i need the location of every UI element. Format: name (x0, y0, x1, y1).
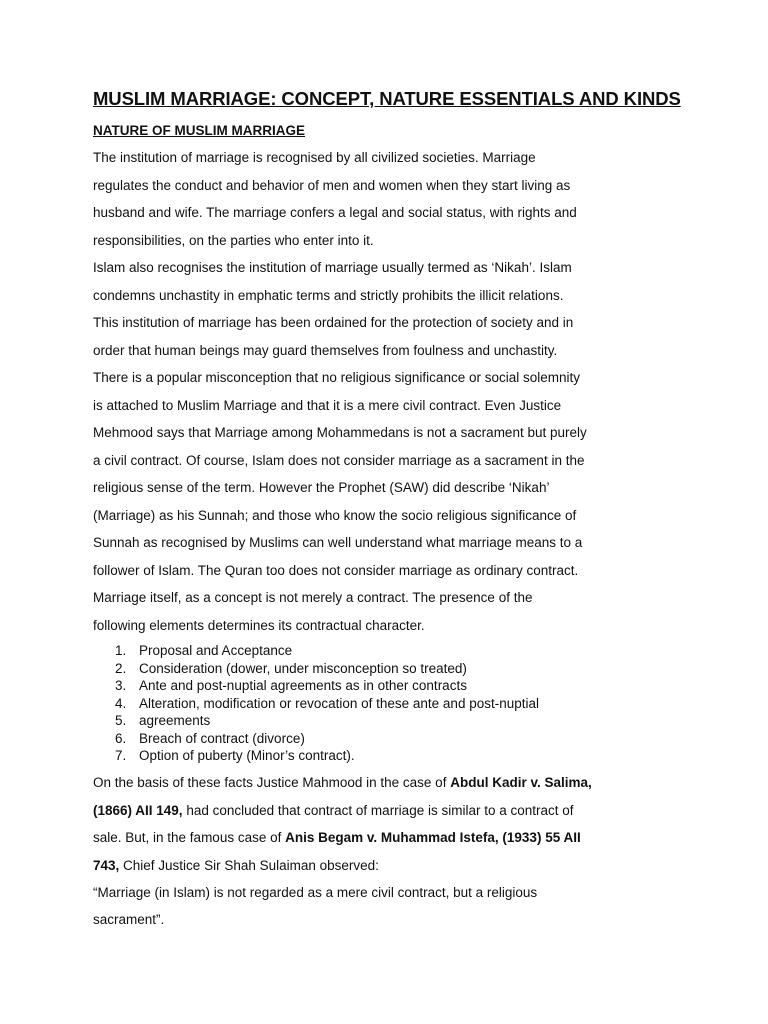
list-item-text: Option of puberty (Minor’s contract). (139, 748, 355, 763)
list-item-text: agreements (139, 713, 211, 728)
paragraph-line: regulates the conduct and behavior of men and women when they start living as (93, 177, 571, 193)
paragraph-line: follower of Islam. The Quran too does not consider marriage as ordinary contract. (93, 562, 579, 578)
paragraph-line: (Marriage) as his Sunnah; and those who know the socio religious significance of (93, 507, 577, 523)
list-item-text: Alteration, modification or revocation of these ante and post-nuptial (139, 695, 539, 711)
paragraph-line: husband and wife. The marriage confers a legal and social status, with rights and (93, 205, 577, 220)
paragraph-line (93, 775, 592, 790)
case-citation: Anis Begam v. Muhammad Istefa, (1933) 55 AII (285, 830, 581, 845)
list-item (115, 642, 539, 660)
paragraph-line (93, 858, 379, 873)
list-number: 2. (115, 660, 127, 676)
list-item-text: Breach of contract (divorce) (139, 730, 305, 746)
line-text: sale. But, in the famous case of (93, 830, 286, 845)
list-number: 3. (115, 678, 127, 693)
quote-line: sacrament”. (93, 912, 165, 927)
paragraph-line: is attached to Muslim Marriage and that it is a mere civil contract. Even Justice (93, 397, 562, 413)
quote-line: “Marriage (in Islam) is not regarded as a mere civil contract, but a religious (93, 885, 538, 900)
paragraph-line: order that human beings may guard themselves from foulness and unchastity. (93, 342, 558, 358)
list-number: 4. (115, 695, 127, 711)
paragraph-line: following elements determines its contractual character. (93, 617, 425, 633)
paragraph-line: This institution of marriage has been ordained for the protection of society and in (93, 315, 574, 330)
list-item (115, 660, 539, 678)
document-title: MUSLIM MARRIAGE: CONCEPT, NATURE ESSENTIALS AND KINDS (93, 88, 681, 109)
case-citation: 743, (93, 858, 120, 873)
case-citation: Abdul Kadir v. Salima, (450, 775, 592, 790)
case-citation: (1866) AII 149, (93, 803, 183, 818)
paragraph-line: Sunnah as recognised by Muslims can well understand what marriage means to a (93, 535, 583, 550)
section-heading: NATURE OF MUSLIM MARRIAGE (93, 123, 305, 138)
list-item (115, 747, 539, 765)
list-item (115, 712, 539, 730)
line-text: had concluded that contract of marriage is similar to a contract of (182, 803, 574, 818)
list-number: 6. (115, 730, 127, 746)
paragraph-line: Marriage itself, as a concept is not merely a contract. The presence of the (93, 590, 533, 605)
paragraph-line: responsibilities, on the parties who enter into it. (93, 232, 374, 248)
paragraph-line (93, 830, 581, 845)
list-item (115, 695, 539, 713)
list-number: 1. (115, 643, 127, 658)
line-text: Chief Justice Sir Shah Sulaiman observed: (119, 858, 379, 873)
list-number: 7. (115, 748, 127, 763)
list-item-text: Proposal and Acceptance (139, 643, 293, 658)
paragraph-line (93, 803, 574, 818)
elements-list (115, 642, 539, 765)
paragraph-line: a civil contract. Of course, Islam does not consider marriage as a sacrament in the (93, 452, 585, 468)
paragraph-line: Islam also recognises the institution of marriage usually termed as ‘Nikah’. Islam (93, 260, 572, 275)
list-item-text: Consideration (dower, under misconception so treated) (139, 660, 467, 676)
paragraph-line: The institution of marriage is recognised by all civilized societies. Marriage (93, 150, 536, 165)
list-item-text: Ante and post-nuptial agreements as in other contracts (139, 678, 467, 693)
paragraph-line: religious sense of the term. However the Prophet (SAW) did describe ‘Nikah’ (93, 480, 550, 495)
paragraph-line: condemns unchastity in emphatic terms and strictly prohibits the illicit relations. (93, 287, 564, 303)
paragraph-line: There is a popular misconception that no religious significance or social solemnity (93, 370, 580, 385)
list-item (115, 730, 539, 748)
paragraph-line: Mehmood says that Marriage among Mohammedans is not a sacrament but purely (93, 425, 587, 440)
list-number: 5. (115, 713, 127, 728)
list-item (115, 677, 539, 695)
line-text: On the basis of these facts Justice Mahmood in the case of (93, 775, 451, 790)
